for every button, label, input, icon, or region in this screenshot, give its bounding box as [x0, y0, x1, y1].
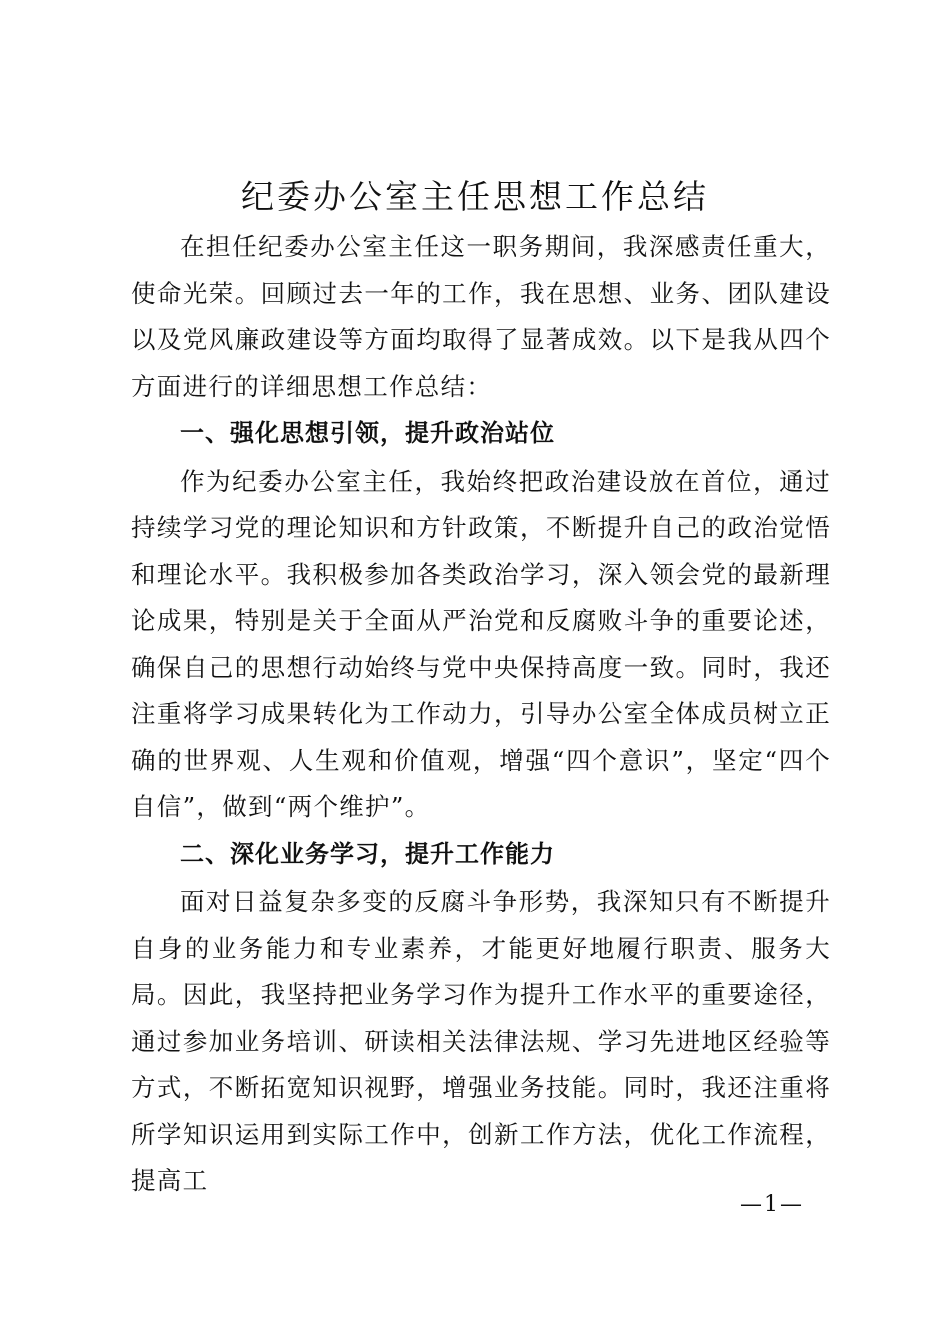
section-paragraph-1: 作为纪委办公室主任，我始终把政治建设放在首位，通过持续学习党的理论知识和方针政策，不断提升自己的政治觉悟和理论水平。我积极参加各类政治学习，深入领会党的最新理论成果，特别是关于全面从严治党和反腐败斗争的重要论述，确保自己的思想行动始终与党中央保持高度一致。同时，我还注重将学习成果转化为工作动力，引导办公室全体成员树立正确的世界观、人生观和价值观，增强“四个意识”，坚定“四个自信”，做到“两个维护”。 [131, 466, 831, 821]
intro-paragraph: 在担任纪委办公室主任这一职务期间，我深感责任重大，使命光荣。回顾过去一年的工作，我在思想、业务、团队建设以及党风廉政建设等方面均取得了显著成效。以下是我从四个方面进行的详细思想工作总结： [131, 232, 831, 401]
section-paragraph-2: 面对日益复杂多变的反腐斗争形势，我深知只有不断提升自身的业务能力和专业素养，才能更好地履行职责、服务大局。因此，我坚持把业务学习作为提升工作水平的重要途径，通过参加业务培训、研读相关法律法规、学习先进地区经验等方式，不断拓宽知识视野，增强业务技能。同时，我还注重将所学知识运用到实际工作中，创新工作方法，优化工作流程，提高工 [131, 887, 831, 1195]
document-body [131, 224, 831, 1205]
document-title: 纪委办公室主任思想工作总结 [241, 177, 709, 216]
section-heading-1: 一、强化思想引领，提升政治站位 [180, 419, 555, 447]
section-heading-2: 二、深化业务学习，提升工作能力 [180, 839, 555, 868]
page-number: —1— [740, 1192, 804, 1217]
